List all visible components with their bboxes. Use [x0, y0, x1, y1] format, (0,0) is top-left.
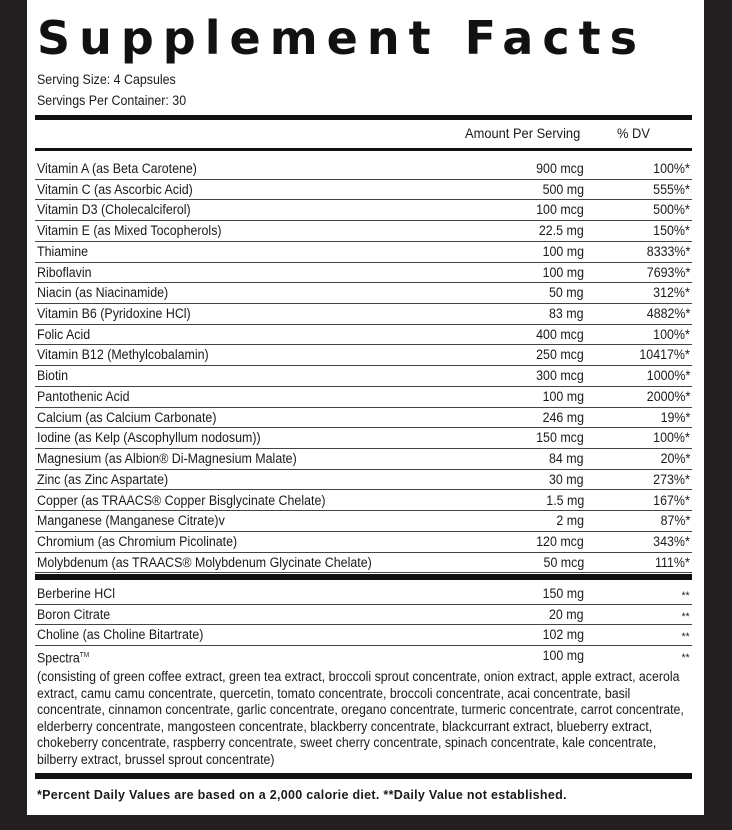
- ingredient-amount: 246 mg: [542, 409, 584, 425]
- ingredient-dv: 2000%*: [646, 388, 690, 404]
- table-row: [35, 242, 692, 263]
- ingredient-dv: 273%*: [653, 471, 690, 487]
- ingredient-dv: 150%*: [653, 223, 690, 239]
- ingredient-name: Niacin (as Niacinamide): [37, 285, 169, 301]
- ingredient-name: Vitamin B6 (Pyridoxine HCl): [37, 306, 191, 322]
- table-row: [35, 180, 692, 201]
- thick-divider: [35, 115, 692, 120]
- table-row-spectra: [35, 646, 692, 667]
- ingredient-dv: 10417%*: [639, 347, 690, 363]
- table-row: [35, 449, 692, 470]
- ingredient-amount: 20 mg: [549, 606, 584, 622]
- ingredient-amount: 250 mcg: [536, 347, 584, 363]
- table-row: [35, 304, 692, 325]
- ingredient-name: Vitamin C (as Ascorbic Acid): [37, 181, 193, 197]
- ingredient-dv: 312%*: [653, 285, 690, 301]
- table-row: [35, 532, 692, 553]
- table-row: [35, 387, 692, 408]
- table-row: [35, 470, 692, 491]
- ingredient-dv: 1000%*: [646, 368, 690, 384]
- ingredient-dv: 167%*: [653, 492, 690, 508]
- table-row: [35, 491, 692, 512]
- ingredient-amount: 102 mg: [542, 627, 584, 643]
- ingredient-name: Biotin: [37, 368, 69, 384]
- blend-description: (consisting of green coffee extract, green tea extract, broccoli sprout concentrate, onion extract, apple extract, acerola extract, camu camu concentrate, quercetin, tomato concentrate, broccoli concentrate, acai concentrate, basil concentrate, cinnamon concentrate, garlic concentrate, oregano concentrate, turmeric concentrate, carrot concentrate, elderberry concentrate, mangosteen concentrate, blackberry concentrate, blackcurrant extract, blueberry extract, chokeberry concentrate, raspberry concentrate, sweet cherry concentrate, spinach concentrate, kale concentrate, bilberry extract, brussel sprout concentrate): [37, 669, 684, 767]
- table-row: [35, 345, 692, 366]
- ingredient-dv: 4882%*: [646, 306, 690, 322]
- ingredient-dv: 100%*: [653, 430, 690, 446]
- ingredient-amount: 150 mcg: [536, 430, 584, 446]
- ingredient-dv: **: [682, 631, 690, 644]
- supplement-facts-panel: [27, 0, 704, 815]
- ingredient-amount: 900 mcg: [536, 161, 584, 176]
- ingredient-name: Zinc (as Zinc Aspartate): [37, 471, 169, 487]
- ingredient-dv: 500%*: [653, 202, 690, 218]
- ingredient-name: Vitamin B12 (Methylcobalamin): [37, 347, 209, 363]
- servings-per-container: Servings Per Container: 30: [37, 93, 187, 108]
- amount-header: Amount Per Serving: [465, 125, 581, 141]
- ingredient-amount: 1.5 mg: [546, 492, 584, 508]
- table-row: [35, 159, 692, 180]
- ingredient-name: Magnesium (as Albion® Di-Magnesium Malate): [37, 451, 297, 467]
- ingredient-name: Chromium (as Chromium Picolinate): [37, 533, 238, 549]
- ingredient-amount: 100 mg: [542, 264, 584, 280]
- serving-size: Serving Size: 4 Capsules: [37, 72, 176, 87]
- ingredient-name: Choline (as Choline Bitartrate): [37, 627, 204, 643]
- ingredient-amount: 100 mg: [542, 388, 584, 404]
- ingredient-name: Manganese (Manganese Citrate)v: [37, 513, 225, 529]
- ingredient-dv: 8333%*: [646, 243, 690, 259]
- ingredient-amount: 120 mcg: [536, 533, 584, 549]
- table-row: [35, 325, 692, 346]
- ingredient-amount: 22.5 mg: [539, 223, 584, 239]
- ingredient-name: Vitamin D3 (Cholecalciferol): [37, 202, 191, 218]
- ingredient-amount: 400 mcg: [536, 326, 584, 342]
- ingredient-name: Thiamine: [37, 243, 89, 259]
- ingredient-amount: 2 mg: [556, 513, 584, 529]
- table-row: [35, 511, 692, 532]
- ingredient-amount: 100 mcg: [536, 202, 584, 218]
- ingredient-name: Riboflavin: [37, 264, 92, 280]
- ingredient-dv: **: [682, 610, 690, 623]
- ingredient-name: Berberine HCl: [37, 586, 116, 601]
- table-row: [35, 553, 692, 574]
- ingredient-dv: 343%*: [653, 533, 690, 549]
- ingredient-name: Copper (as TRAACS® Copper Bisglycinate Chelate): [37, 492, 326, 508]
- table-row: [35, 221, 692, 242]
- ingredient-amount: 300 mcg: [536, 368, 584, 384]
- ingredient-name: Vitamin A (as Beta Carotene): [37, 161, 197, 176]
- ingredient-amount: 50 mcg: [543, 554, 584, 570]
- label-title: Supplement Facts: [37, 11, 646, 65]
- ingredient-amount: 500 mg: [542, 181, 584, 197]
- table-row: [35, 584, 692, 605]
- ingredient-dv: 555%*: [653, 181, 690, 197]
- ingredient-dv: 87%*: [660, 513, 690, 529]
- ingredient-name: Spectra™: [37, 650, 90, 666]
- table-row: [35, 428, 692, 449]
- ingredient-dv: 111%*: [655, 554, 690, 570]
- ingredient-name: Iodine (as Kelp (Ascophyllum nodosum)): [37, 430, 261, 446]
- ingredient-dv: 19%*: [660, 409, 690, 425]
- table-row: [35, 605, 692, 626]
- ingredient-dv: 100%*: [653, 161, 690, 176]
- ingredient-amount: 83 mg: [549, 306, 584, 322]
- header-divider: [35, 148, 692, 151]
- ingredient-amount: 84 mg: [549, 451, 584, 467]
- section-divider: [35, 574, 692, 580]
- footer-divider: [35, 773, 692, 779]
- table-row: [35, 625, 692, 646]
- ingredient-dv: **: [682, 590, 690, 602]
- ingredient-amount: 100 mg: [542, 243, 584, 259]
- ingredient-dv: 100%*: [653, 326, 690, 342]
- ingredient-name: Pantothenic Acid: [37, 388, 130, 404]
- ingredient-dv: 20%*: [660, 451, 690, 467]
- ingredient-name: Vitamin E (as Mixed Tocopherols): [37, 223, 222, 239]
- ingredient-dv: 7693%*: [646, 264, 690, 280]
- ingredient-name: Folic Acid: [37, 326, 91, 342]
- ingredient-name: Boron Citrate: [37, 606, 111, 622]
- table-row: [35, 283, 692, 304]
- ingredient-dv: **: [682, 652, 690, 664]
- table-row: [35, 366, 692, 387]
- ingredient-name: Calcium (as Calcium Carbonate): [37, 409, 217, 425]
- table-row: [35, 408, 692, 429]
- footnote: *Percent Daily Values are based on a 2,000 calorie diet. **Daily Value not established.: [37, 788, 567, 802]
- ingredient-amount: 150 mg: [542, 586, 584, 601]
- ingredient-amount: 30 mg: [549, 471, 584, 487]
- dv-header: % DV: [617, 125, 650, 141]
- table-row: [35, 263, 692, 284]
- ingredient-name: Molybdenum (as TRAACS® Molybdenum Glycinate Chelate): [37, 554, 372, 570]
- ingredient-amount: 50 mg: [549, 285, 584, 301]
- table-row: [35, 200, 692, 221]
- ingredient-amount: 100 mg: [542, 648, 584, 663]
